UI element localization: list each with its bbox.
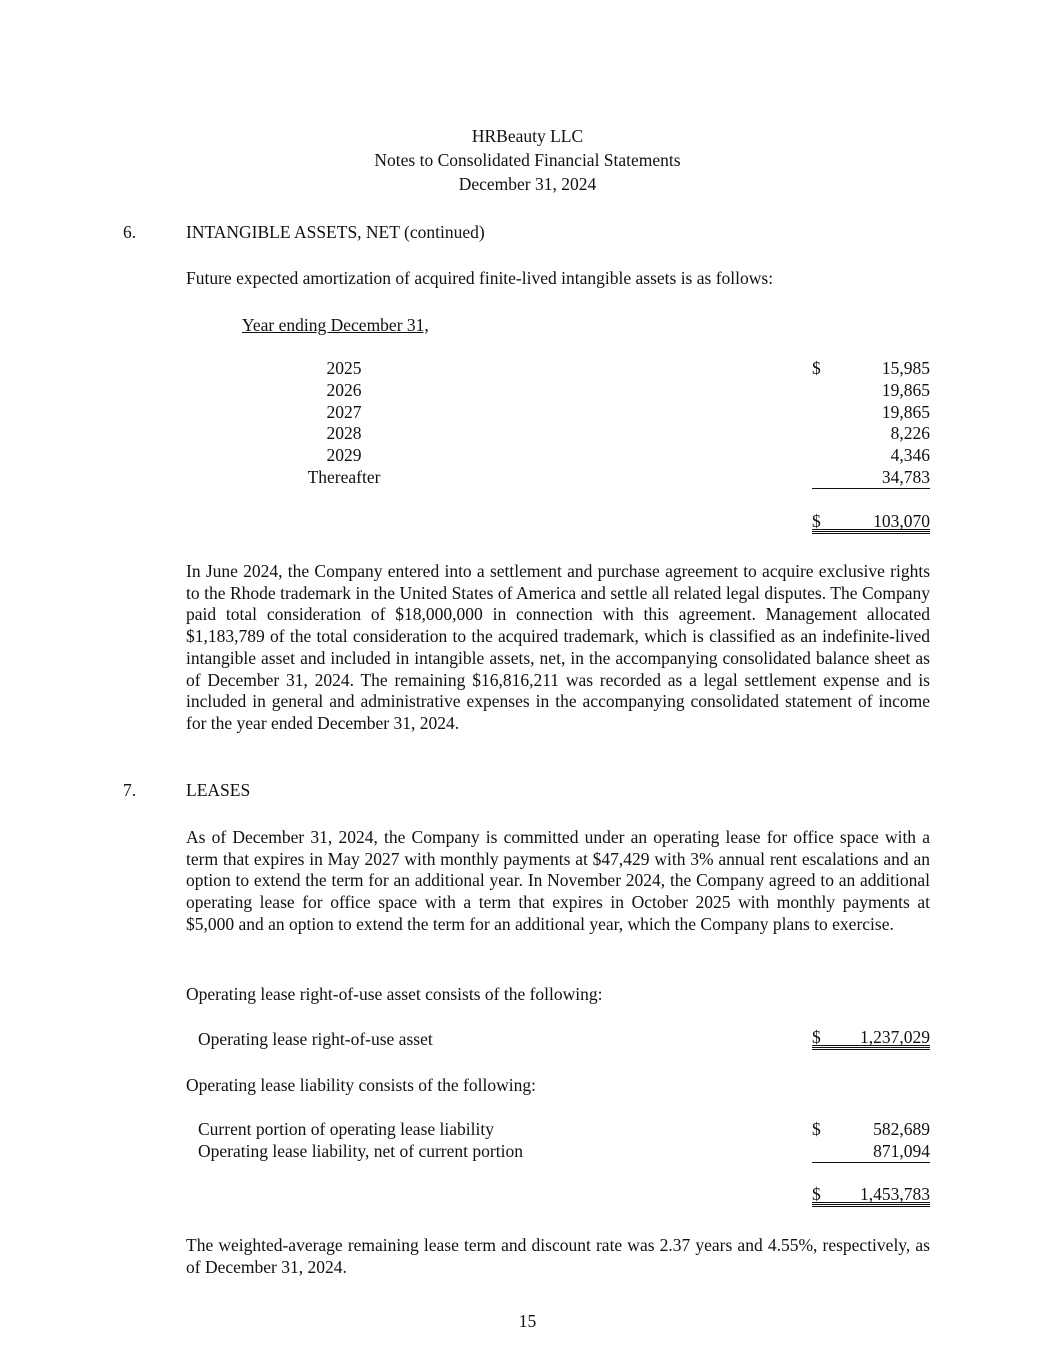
currency-symbol: $ — [812, 358, 821, 378]
total-double-underline — [812, 531, 930, 534]
noncurrent-liability-label: Operating lease liability, net of current portion — [198, 1141, 523, 1161]
currency-symbol: $ — [812, 511, 821, 531]
section-6-intro: Future expected amortization of acquired finite-lived intangible assets is as follows: — [186, 268, 774, 288]
lease-paragraph: As of December 31, 2024, the Company is committed under an operating lease for office space with a term that expires in May 2027 with monthly payments at $47,429 with 3% annual rent escalations and an option to extend the term for an additional year. In November 2024, the Company agreed to an additional operating lease for office space with a term that expires in October 2025 with monthly payments at $5,000 and an option to extend the term for an additional year, which the Company plans to exercise. — [186, 827, 930, 934]
weighted-average-paragraph: The weighted-average remaining lease term and discount rate was 2.37 years and 4.55%, respectively, as of December 31, 2024. — [186, 1235, 930, 1277]
amortization-amount: 4,346 — [890, 445, 930, 465]
amortization-amount: 8,226 — [890, 423, 930, 443]
currency-symbol: $ — [812, 1119, 821, 1139]
section-7-title: LEASES — [186, 780, 251, 800]
year-label: 2027 — [326, 402, 362, 422]
document-title: Notes to Consolidated Financial Statements — [374, 150, 681, 170]
section-6-number: 6. — [123, 222, 137, 242]
year-label: 2026 — [326, 380, 362, 400]
rou-amount: 1,237,029 — [860, 1027, 930, 1047]
amortization-amount: 15,985 — [881, 358, 930, 378]
total-underline — [812, 529, 930, 530]
liability-total-double-underline — [812, 1204, 930, 1207]
year-label: 2028 — [326, 423, 362, 443]
statement-date: December 31, 2024 — [458, 174, 597, 194]
year-label: 2025 — [326, 358, 362, 378]
liability-total-underline — [812, 1202, 930, 1203]
page-number: 15 — [518, 1311, 537, 1331]
current-liability-label: Current portion of operating lease liability — [198, 1119, 494, 1139]
amortization-amount: 19,865 — [881, 402, 930, 422]
currency-symbol: $ — [812, 1027, 821, 1047]
rou-double-underline — [812, 1047, 930, 1050]
rou-underline — [812, 1045, 930, 1046]
liability-total: 1,453,783 — [860, 1184, 930, 1204]
liability-subtotal-underline — [812, 1162, 930, 1163]
year-label: Thereafter — [307, 467, 381, 487]
currency-symbol: $ — [812, 1184, 821, 1204]
current-liability-amount: 582,689 — [873, 1119, 930, 1139]
company-name: HRBeauty LLC — [471, 126, 584, 146]
amortization-amount: 19,865 — [881, 380, 930, 400]
trademark-paragraph: In June 2024, the Company entered into a settlement and purchase agreement to acquire exclusive rights to the Rhode trademark in the United States of America and settle all related legal disputes. The Company paid total consideration of $18,000,000 in connection with this agreement. Management allocated $1,183,789 of the total consideration to the acquired trademark, which is classified as an indefinite-lived intangible asset and included in intangible assets, net, in the accompanying consolidated balance sheet as of December 31, 2024. The remaining $16,816,211 was recorded as a legal settlement expense and is included in general and administrative expenses in the accompanying consolidated statement of income for the year ended December 31, 2024. — [186, 561, 930, 733]
rou-label: Operating lease right-of-use asset — [198, 1029, 433, 1049]
amortization-table-heading: Year ending December 31, — [242, 315, 429, 335]
noncurrent-liability-amount: 871,094 — [873, 1141, 930, 1161]
subtotal-underline — [812, 488, 930, 489]
amortization-amount: 34,783 — [881, 467, 930, 487]
section-6-title: INTANGIBLE ASSETS, NET (continued) — [186, 222, 485, 242]
year-label: 2029 — [326, 445, 362, 465]
liability-intro: Operating lease liability consists of the following: — [186, 1075, 536, 1095]
amortization-total: 103,070 — [873, 511, 930, 531]
rou-intro: Operating lease right-of-use asset consists of the following: — [186, 984, 603, 1004]
section-7-number: 7. — [123, 780, 137, 800]
